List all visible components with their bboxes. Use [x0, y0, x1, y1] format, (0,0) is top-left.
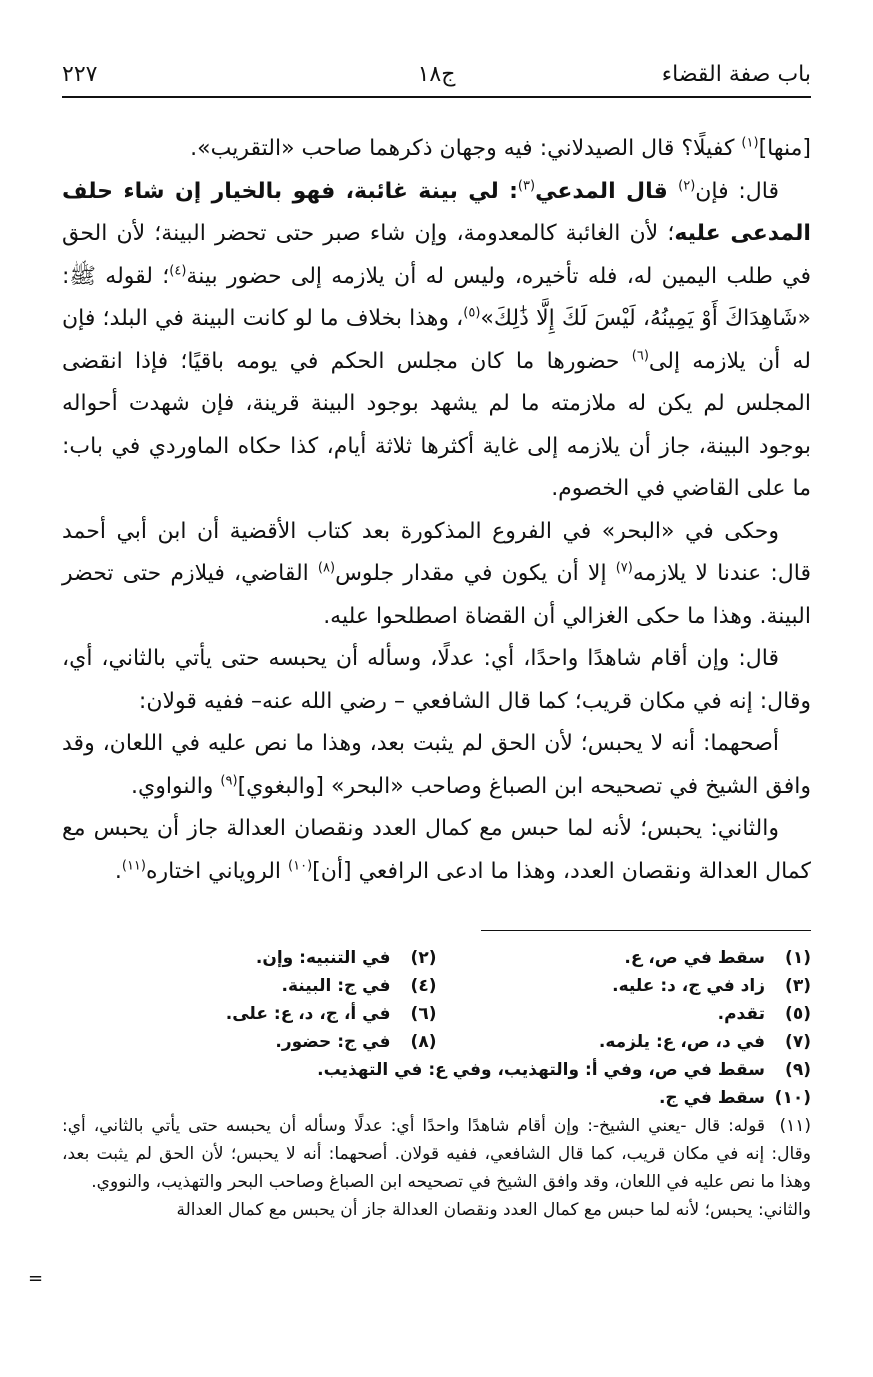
footnote-row [62, 1056, 811, 1084]
footnote-divider [481, 930, 811, 931]
footnote-text: قوله: قال -يعني الشيخ-: وإن أقام شاهدًا واحدًا أي: عدلًا وسأله أن يحبسه حتى يأتي بالثاني، أي: وقال: إنه في مكان قريب، كما قال الشافعي، ففيه قولان. أصحهما: أنه لا يحبس؛ لأن الحق لم يثبت بعد، وهذا ما نص عليه في اللعان، وقد وافق الشيخ في تصحيحه ابن الصباغ وصاحب البحر والتهذيب، والنووي. [62, 1116, 811, 1192]
footnote-text: في التنبيه: وإن. [255, 948, 391, 968]
page-number: ٢٢٧ [62, 62, 98, 87]
footnote-3 [437, 972, 812, 1000]
footnote-10 [62, 1084, 811, 1112]
footnote-text: زاد في ج، د: عليه. [612, 976, 765, 996]
footnote-row [62, 944, 811, 972]
footnotes [62, 944, 811, 1224]
footnote-7 [437, 1028, 812, 1056]
matn-text: قال المدعي [535, 178, 679, 204]
chapter-title: باب صفة القضاء [661, 62, 811, 87]
paragraph-5 [62, 723, 811, 808]
footnote-text: سقط في ص، ع. [624, 948, 765, 968]
footnote-number: (١) [785, 948, 811, 968]
paragraph-3 [62, 511, 811, 639]
paragraph-2-lead: قال: فإن [695, 178, 779, 204]
footnote-11-continued: والثاني: يحبس؛ لأنه لما حبس مع كمال العدد ونقصان العدالة جاز أن يحبس مع كمال العدالة [176, 1200, 811, 1220]
footnote-ref-4: (٤) [169, 263, 187, 279]
footnote-number: (٢) [410, 948, 437, 968]
commentary-text: . [114, 858, 122, 884]
footnote-number: (١٠) [774, 1088, 811, 1108]
commentary-text: أصحهما: أنه لا يحبس؛ لأن الحق لم يثبت بعد، وهذا ما نص عليه في اللعان، وقد وافق الشيخ في تصحيحه ابن الصباغ وصاحب «البحر» [والبغوي] [62, 731, 811, 799]
footnote-text: تقدم. [717, 1004, 765, 1024]
footnote-number: (١١) [779, 1116, 811, 1136]
main-text [62, 128, 811, 893]
footnote-ref-3: (٣) [517, 178, 536, 194]
footnote-ref-9: (٩) [220, 773, 238, 789]
footnote-number: (٤) [410, 976, 437, 996]
footnote-ref-8: (٨) [317, 560, 336, 576]
footnote-number: (٧) [785, 1032, 811, 1052]
footnote-ref-5: (٥) [463, 305, 481, 321]
footnote-text: سقط في ج. [658, 1088, 765, 1108]
footnote-text: في أ، ج، د، ع: على. [225, 1004, 391, 1024]
footnote-number: (٩) [785, 1060, 811, 1080]
footnote-8 [62, 1028, 437, 1056]
footnote-row [62, 1000, 811, 1028]
footnote-text: في د، ص، ع: يلزمه. [598, 1032, 765, 1052]
commentary-text: وحكى في «البحر» في الفروع المذكورة بعد كتاب الأقضية أن ابن أبي أحمد قال: عندنا لا يلازمه [62, 518, 811, 586]
header-divider [62, 96, 811, 98]
footnote-ref-7: (٧) [615, 560, 633, 576]
paragraph-2 [62, 171, 811, 511]
commentary-text: ، وهذا بخلاف ما لو كانت البينة في البلد؛ فإن له أن يلازمه إلى [62, 306, 811, 374]
footnote-11-body [62, 1112, 811, 1196]
bracketed-word: [منها] [758, 136, 811, 161]
footnote-9 [62, 1056, 811, 1084]
footnote-number: (٦) [410, 1004, 437, 1024]
footnote-6 [62, 1000, 437, 1028]
footnote-text: في ج: البينة. [281, 976, 391, 996]
footnote-2 [62, 944, 437, 972]
matn-text: : لي بينة غائبة، فهو بالخيار إن شاء حلف المدعى عليه [62, 178, 811, 246]
footnote-ref-10: (١٠) [288, 858, 313, 874]
footnote-number: (٨) [410, 1032, 437, 1052]
footnote-ref-11: (١١) [121, 858, 146, 874]
footnote-row [62, 1084, 811, 1112]
commentary-text: القاضي، فيلازم حتى تحضر البينة. وهذا ما حكى الغزالي أن القضاة اصطلحوا عليه. [62, 561, 811, 629]
paragraph-1-text: كفيلًا؟ قال الصيدلاني: فيه وجهان ذكرهما صاحب «التقريب». [190, 136, 742, 161]
footnote-ref-2: (٢) [678, 178, 696, 194]
commentary-text: حضورها ما كان مجلس الحكم في يومه باقيًا؛ فإذا انقضى المجلس لم يكن له ملازمته ما لم يشهد بوجود البينة قرينة، فإن شهدت أحواله بوجود البينة، جاز أن يلازمه إلى غاية أكثرها ثلاثة أيام، كذا حكاه الماوردي في باب: ما على القاضي في الخصوم. [62, 348, 811, 501]
footnote-number: (٣) [785, 976, 811, 996]
footnote-row [62, 972, 811, 1000]
volume-number: ج١٨ [417, 62, 456, 87]
footnote-ref-1: (١) [741, 135, 759, 151]
footnote-text: سقط في ص، وفي أ: والتهذيب، وفي ع: في التهذيب. [317, 1060, 765, 1080]
footnote-1 [437, 944, 812, 972]
hadith-quote: ؛ لقوله ﷺ: «شَاهِدَاكَ أَوْ يَمِينُهُ، لَيْسَ لَكَ إِلَّا ذَٰلِكَ» [62, 263, 811, 331]
commentary-text: الروياني اختاره [145, 858, 289, 884]
commentary-text: والثاني: يحبس؛ لأنه لما حبس مع كمال العدد ونقصان العدالة جاز أن يحبس مع كمال العدالة ونقصان العدد، وهذا ما ادعى الرافعي [أن] [62, 816, 811, 884]
footnote-row [62, 1028, 811, 1056]
footnote-4 [62, 972, 437, 1000]
paragraph-1 [62, 128, 811, 171]
paragraph-6 [62, 808, 811, 893]
paragraph-4: قال: وإن أقام شاهدًا واحدًا، أي: عدلًا، وسأله أن يحبسه حتى يأتي بالثاني، أي، وقال: إنه في مكان قريب؛ كما قال الشافعي – رضي الله عنه– ففيه قولان: [62, 646, 811, 714]
commentary-text: والنواوي. [131, 773, 221, 799]
running-head [62, 60, 811, 94]
footnote-5 [437, 1000, 812, 1028]
commentary-text: ؛ لأن الغائبة كالمعدومة، وإن شاء صبر حتى تحضر البينة؛ لأن الحق في طلب اليمين له، فله تأخيره، وليس له أن يلازمه إلى حضور بينة [62, 221, 811, 289]
footnote-11 [62, 1112, 811, 1224]
footnote-text: في ج: حضور. [275, 1032, 391, 1052]
commentary-text: إلا أن يكون في مقدار جلوس [335, 561, 616, 586]
footnote-ref-6: (٦) [631, 348, 649, 364]
footnote-number: (٥) [785, 1004, 811, 1024]
continuation-mark: = [28, 1268, 44, 1289]
